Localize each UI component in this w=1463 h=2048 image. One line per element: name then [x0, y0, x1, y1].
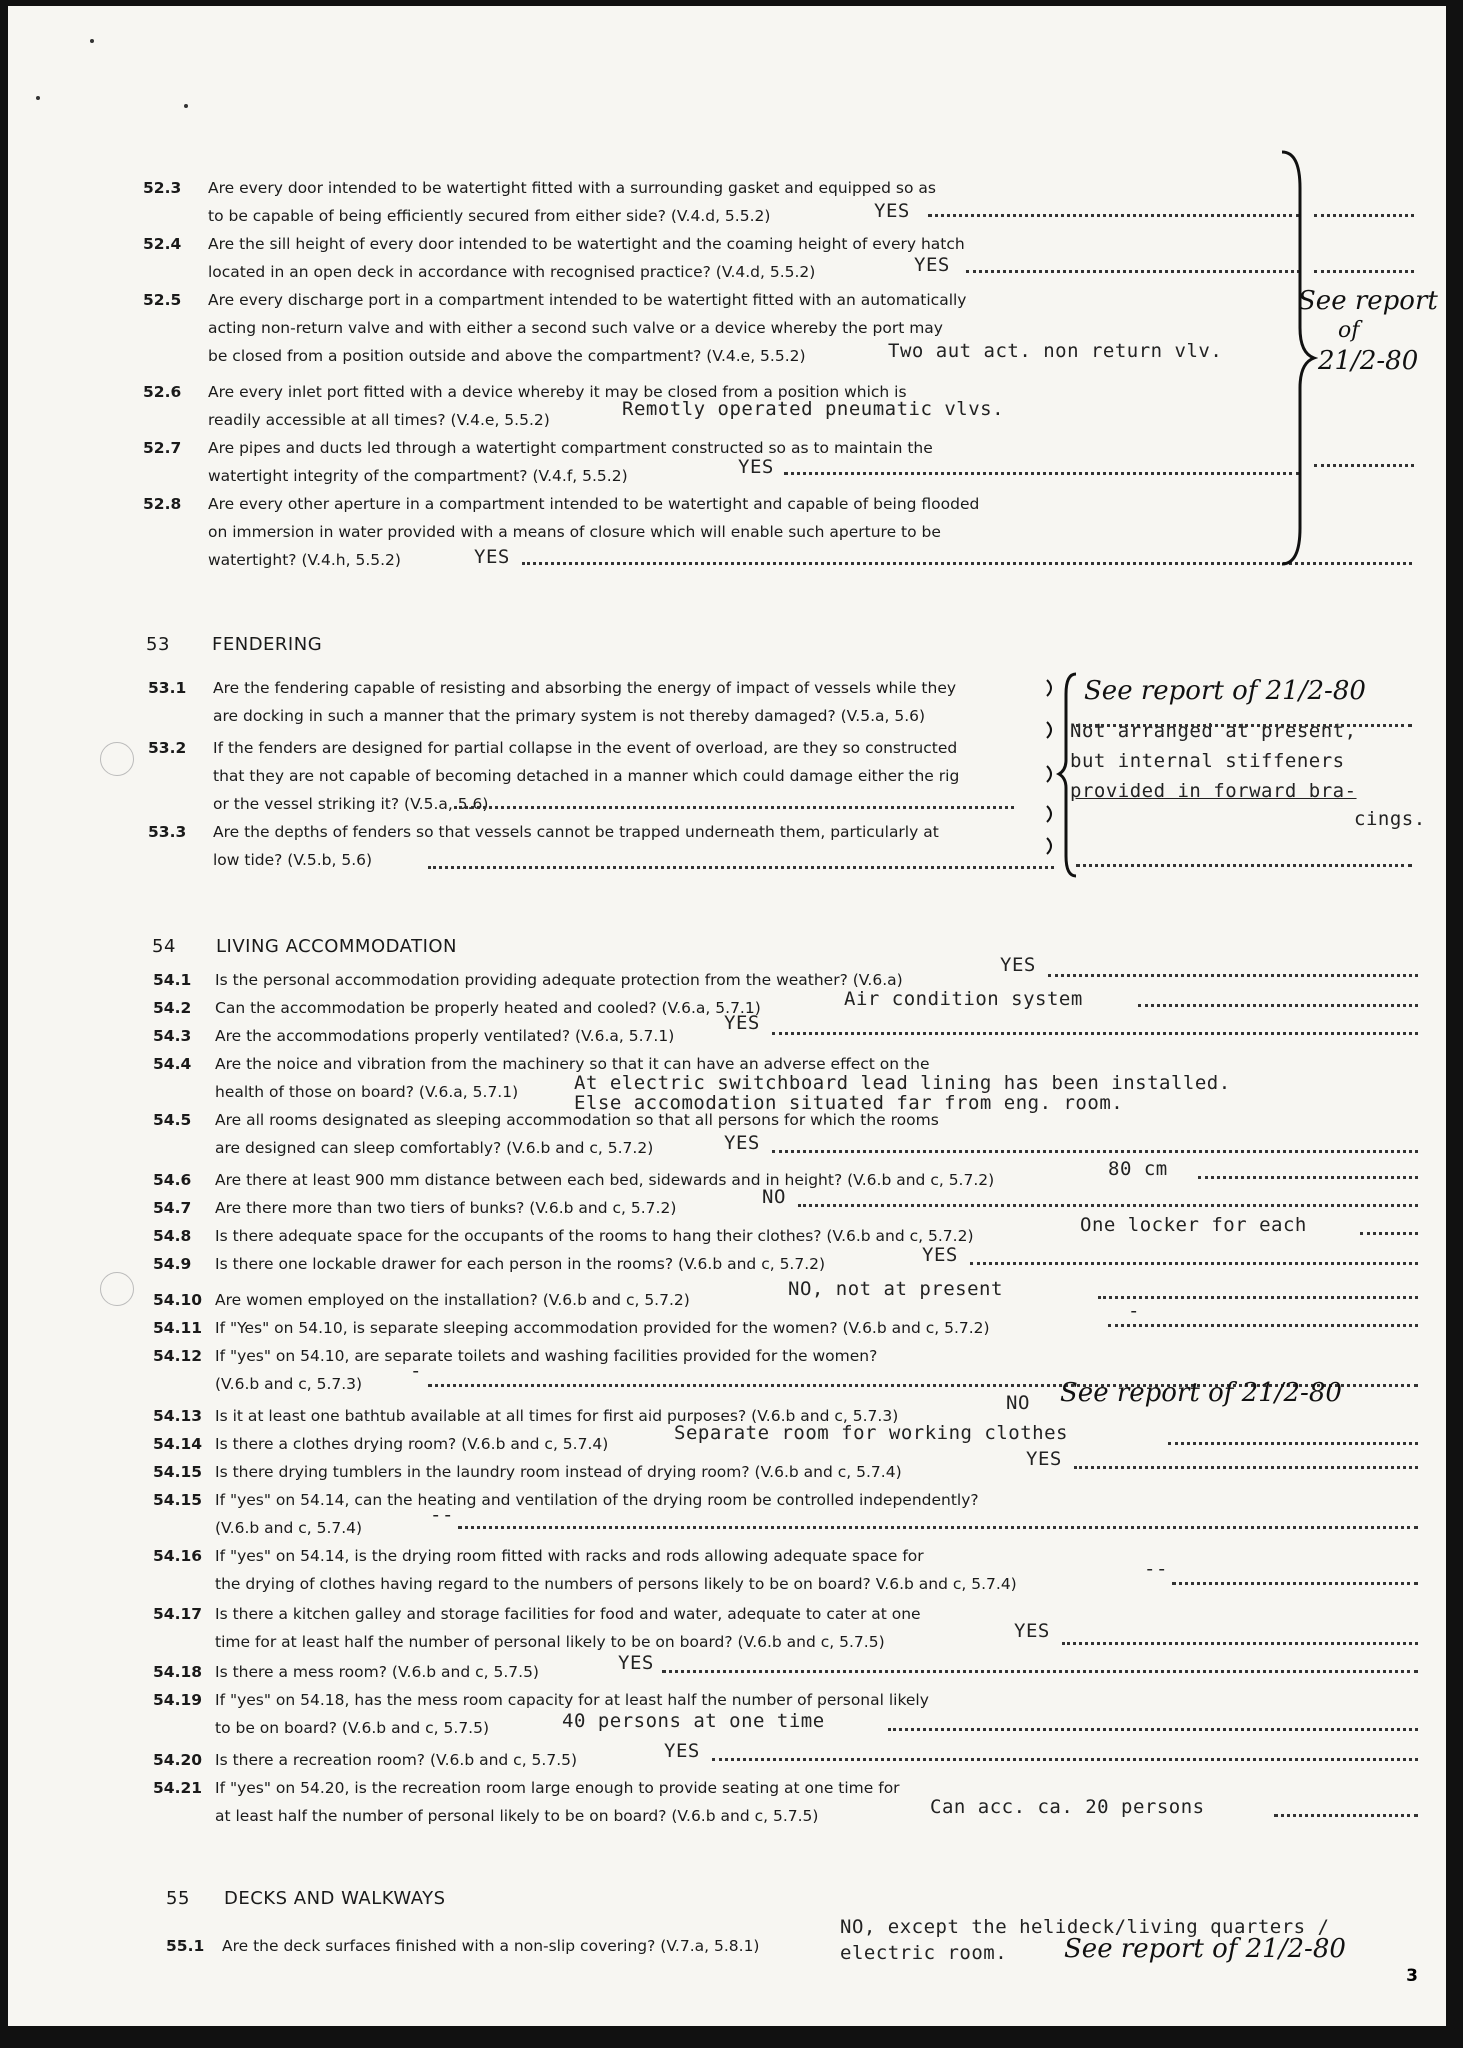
question-text: Is it at least one bathtub available at all times for first aid purposes? (V.6.b and c, 5.7.3): [215, 1407, 899, 1425]
answer-line: [1172, 1582, 1418, 1585]
fender-answer-line-1: Not arranged at present,: [1070, 720, 1357, 742]
question-text: to be capable of being efficiently secured from either side? (V.4.d, 5.5.2): [208, 207, 771, 225]
question-number: 54.1: [153, 971, 192, 989]
question-number: 54.9: [153, 1255, 192, 1273]
question-number: 53.2: [148, 739, 187, 757]
answer-54-7: NO: [762, 1186, 786, 1208]
question-text: If "yes" on 54.14, can the heating and ventilation of the drying room be controlled independently?: [215, 1491, 979, 1509]
question-text: on immersion in water provided with a means of closure which will enable such aperture to be: [208, 523, 941, 541]
question-text: readily accessible at all times? (V.4.e, 5.5.2): [208, 411, 550, 429]
see-report-note: See report of 21/2-80: [1084, 676, 1366, 706]
answer-54-1: YES: [1000, 954, 1036, 976]
question-number: 53.3: [148, 823, 187, 841]
answer-54-3: YES: [724, 1012, 760, 1034]
question-number: 52.3: [143, 179, 182, 197]
question-text: Are the depths of fenders so that vessels cannot be trapped underneath them, particularly at: [213, 823, 939, 841]
answer-54-8: One locker for each: [1080, 1214, 1307, 1236]
answer-52-8: YES: [474, 546, 510, 568]
question-text: Are every discharge port in a compartment intended to be watertight fitted with an automatically: [208, 291, 967, 309]
question-text: Can the accommodation be properly heated and cooled? (V.6.a, 5.7.1): [215, 999, 761, 1017]
question-number: 54.15: [153, 1463, 203, 1481]
section-title: LIVING ACCOMMODATION: [216, 936, 458, 957]
question-text: Are women employed on the installation? (V.6.b and c, 5.7.2): [215, 1291, 690, 1309]
answer-54-14: Separate room for working clothes: [674, 1422, 1068, 1444]
question-text: are docking in such a manner that the primary system is not thereby damaged? (V.5.a, 5.6): [213, 707, 926, 725]
question-number: 54.5: [153, 1111, 192, 1129]
answer-line: [888, 1728, 1418, 1731]
question-number: 54.21: [153, 1779, 203, 1797]
question-number: 54.16: [153, 1547, 203, 1565]
question-text: Is there drying tumblers in the laundry room instead of drying room? (V.6.b and c, 5.7.4): [215, 1463, 902, 1481]
section-heading-53: [146, 634, 323, 655]
question-text: Are the fendering capable of resisting and absorbing the energy of impact of vessels while they: [213, 679, 957, 697]
question-number: 55.1: [166, 1937, 205, 1955]
answer-line: [428, 866, 1054, 869]
question-text: watertight? (V.4.h, 5.5.2): [208, 551, 401, 569]
question-text: low tide? (V.5.b, 5.6): [213, 851, 373, 869]
answer-line: [1108, 1324, 1418, 1327]
question-number: 54.14: [153, 1435, 203, 1453]
question-number: 53.1: [148, 679, 187, 697]
page-number: 3: [1406, 1966, 1418, 1986]
section-title: FENDERING: [212, 634, 323, 655]
answer-line: [712, 1758, 1418, 1761]
answer-line: [1048, 974, 1418, 977]
question-text: time for at least half the number of personal likely to be on board? (V.6.b and c, 5.7.5): [215, 1633, 885, 1651]
question-text: Is there a kitchen galley and storage facilities for food and water, adequate to cater at one: [215, 1605, 921, 1623]
question-number: 54.11: [153, 1319, 203, 1337]
answer-line: [1098, 1296, 1418, 1299]
answer-55-1-cont: electric room.: [840, 1942, 1008, 1964]
answer-52-4: YES: [914, 254, 950, 276]
scan-speck: [90, 39, 94, 43]
question-text: If "yes" on 54.14, is the drying room fitted with racks and rods allowing adequate space for: [215, 1547, 924, 1565]
question-number: 54.10: [153, 1291, 203, 1309]
answer-54-11: -: [1128, 1300, 1140, 1322]
question-number: 54.17: [153, 1605, 203, 1623]
question-number: 54.8: [153, 1227, 192, 1245]
section-heading-55: [166, 1888, 446, 1909]
answer-54-10: NO, not at present: [788, 1278, 1003, 1300]
answer-54-9: YES: [922, 1244, 958, 1266]
section-heading-54: [152, 936, 458, 957]
question-number: 54.7: [153, 1199, 192, 1217]
answer-54-21: Can acc. ca. 20 persons: [930, 1796, 1205, 1818]
answer-line: [458, 1526, 1418, 1529]
question-number: 52.8: [143, 495, 182, 513]
question-text: acting non-return valve and with either a second such valve or a device whereby the port may: [208, 319, 943, 337]
answer-line: [454, 806, 1014, 809]
answer-54-2: Air condition system: [844, 988, 1083, 1010]
question-text: or the vessel striking it? (V.5.a, 5.6): [213, 795, 489, 813]
answer-line: [1138, 1004, 1418, 1007]
question-text: located in an open deck in accordance with recognised practice? (V.4.d, 5.5.2): [208, 263, 816, 281]
answer-line: [928, 214, 1300, 217]
answer-line: [1168, 1442, 1418, 1445]
punch-hole: [100, 742, 134, 776]
question-text: to be on board? (V.6.b and c, 5.7.5): [215, 1719, 490, 1737]
section-title: DECKS AND WALKWAYS: [224, 1888, 446, 1909]
question-number: 54.19: [153, 1691, 203, 1709]
question-text: Are every door intended to be watertight fitted with a surrounding gasket and equipped so as: [208, 179, 936, 197]
question-text: Is there a clothes drying room? (V.6.b and c, 5.7.4): [215, 1435, 609, 1453]
question-text: Are the deck surfaces finished with a non-slip covering? (V.7.a, 5.8.1): [222, 1937, 760, 1955]
question-text: at least half the number of personal likely to be on board? (V.6.b and c, 5.7.5): [215, 1807, 819, 1825]
answer-54-15-tumblers: YES: [1026, 1448, 1062, 1470]
question-text: If "yes" on 54.10, are separate toilets and washing facilities provided for the women?: [215, 1347, 878, 1365]
answer-line: [1198, 1176, 1418, 1179]
question-text: watertight integrity of the compartment? (V.4.f, 5.5.2): [208, 467, 628, 485]
see-report-note: See report of 21/2-80: [1060, 1378, 1342, 1408]
question-number: 54.2: [153, 999, 192, 1017]
answer-54-18: YES: [618, 1652, 654, 1674]
answer-line: [662, 1670, 1418, 1673]
question-text: Are the accommodations properly ventilated? (V.6.a, 5.7.1): [215, 1027, 675, 1045]
answer-54-12: -: [410, 1360, 422, 1382]
question-number: 54.6: [153, 1171, 192, 1189]
question-text: Is there one lockable drawer for each person in the rooms? (V.6.b and c, 5.7.2): [215, 1255, 826, 1273]
answer-54-4: At electric switchboard lead lining has been installed.: [574, 1072, 1231, 1094]
answer-line: [784, 472, 1300, 475]
question-text: Is there a mess room? (V.6.b and c, 5.7.5): [215, 1663, 539, 1681]
question-text: are designed can sleep comfortably? (V.6.b and c, 5.7.2): [215, 1139, 654, 1157]
question-text: be closed from a position outside and above the compartment? (V.4.e, 5.5.2): [208, 347, 806, 365]
answer-line: [970, 1262, 1418, 1265]
answer-line: [772, 1150, 1418, 1153]
answer-line: [1076, 864, 1412, 867]
answer-52-5: Two aut act. non return vlv.: [888, 340, 1223, 362]
question-number: 52.4: [143, 235, 182, 253]
question-text: Are every inlet port fitted with a device whereby it may be closed from a position which is: [208, 383, 907, 401]
answer-line: [966, 270, 1300, 273]
fender-answer-line-4: cings.: [1354, 808, 1426, 830]
see-report-note: See report: [1298, 286, 1438, 316]
answer-line: [772, 1032, 1418, 1035]
answer-line: [1074, 1466, 1418, 1469]
question-text: If "Yes" on 54.10, is separate sleeping accommodation provided for the women? (V.6.b and c, 5.7.2): [215, 1319, 990, 1337]
see-report-note-date: 21/2-80: [1318, 346, 1419, 376]
see-report-note: See report of 21/2-80: [1064, 1934, 1346, 1964]
section-number: 55: [166, 1888, 190, 1909]
answer-54-20: YES: [664, 1740, 700, 1762]
question-text: (V.6.b and c, 5.7.3): [215, 1375, 363, 1393]
answer-54-16: --: [1144, 1558, 1168, 1580]
question-text: Are the noice and vibration from the machinery so that it can have an adverse effect on the: [215, 1055, 930, 1073]
section-number: 53: [146, 634, 170, 655]
answer-54-6: 80 cm: [1108, 1158, 1168, 1180]
answer-55-1: NO, except the helideck/living quarters /: [840, 1916, 1330, 1938]
question-number: 54.4: [153, 1055, 192, 1073]
fender-answer-line-2: but internal stiffeners: [1070, 750, 1345, 772]
answer-54-19: 40 persons at one time: [562, 1710, 825, 1732]
curly-brace: [1278, 148, 1318, 568]
scan-speck: [36, 96, 40, 100]
curly-brace: [1056, 670, 1082, 880]
question-text: Are every other aperture in a compartment intended to be watertight and capable of being flooded: [208, 495, 980, 513]
question-number: 52.6: [143, 383, 182, 401]
answer-54-5: YES: [724, 1132, 760, 1154]
question-number: 52.5: [143, 291, 182, 309]
question-text: Is there adequate space for the occupants of the rooms to hang their clothes? (V.6.b and c, 5.7.2): [215, 1227, 974, 1245]
question-text: Are there at least 900 mm distance between each bed, sidewards and in height? (V.6.b and c, 5.7.2): [215, 1171, 995, 1189]
question-text: Are pipes and ducts led through a watertight compartment constructed so as to maintain the: [208, 439, 933, 457]
answer-54-13: NO: [1006, 1392, 1030, 1414]
question-number: 54.12: [153, 1347, 203, 1365]
see-report-note-of: of: [1338, 318, 1360, 343]
answer-line: [1062, 1642, 1418, 1645]
question-number: 54.3: [153, 1027, 192, 1045]
question-text: Are all rooms designated as sleeping accommodation so that all persons for which the rooms: [215, 1111, 939, 1129]
answer-54-17: YES: [1014, 1620, 1050, 1642]
answer-line: [1314, 214, 1414, 217]
answer-54-4-cont: Else accomodation situated far from eng. room.: [574, 1092, 1124, 1114]
question-text: health of those on board? (V.6.a, 5.7.1): [215, 1083, 519, 1101]
question-text: If the fenders are designed for partial collapse in the event of overload, are they so constructed: [213, 739, 958, 757]
question-text: Are the sill height of every door intended to be watertight and the coaming height of every hatch: [208, 235, 965, 253]
question-text: Is there a recreation room? (V.6.b and c, 5.7.5): [215, 1751, 578, 1769]
question-text: (V.6.b and c, 5.7.4): [215, 1519, 363, 1537]
question-number: 54.20: [153, 1751, 203, 1769]
document-page: [8, 6, 1446, 2026]
answer-line: [798, 1204, 1418, 1207]
answer-line: [1076, 724, 1412, 727]
question-text: If "yes" on 54.18, has the mess room capacity for at least half the number of personal likely: [215, 1691, 929, 1709]
answer-52-3: YES: [874, 200, 910, 222]
question-text: If "yes" on 54.20, is the recreation room large enough to provide seating at one time for: [215, 1779, 900, 1797]
answer-54-15-heating: --: [430, 1504, 454, 1526]
question-text: Are there more than two tiers of bunks? (V.6.b and c, 5.7.2): [215, 1199, 677, 1217]
question-text: the drying of clothes having regard to the numbers of persons likely to be on board? V.6.b and c, 5.7.4): [215, 1575, 1017, 1593]
question-text: that they are not capable of becoming detached in a manner which could damage either the rig: [213, 767, 960, 785]
section-number: 54: [152, 936, 176, 957]
question-text: Is the personal accommodation providing adequate protection from the weather? (V.6.a): [215, 971, 903, 989]
answer-line: [1360, 1232, 1418, 1235]
punch-hole: [100, 1272, 134, 1306]
question-number: 54.18: [153, 1663, 203, 1681]
answer-line: [1314, 270, 1414, 273]
answer-52-6: Remotly operated pneumatic vlvs.: [622, 398, 1005, 420]
question-number: 54.13: [153, 1407, 203, 1425]
fender-answer-line-3: provided in forward bra-: [1070, 780, 1357, 802]
answer-line: [1314, 464, 1414, 467]
answer-line: [1274, 1814, 1418, 1817]
answer-52-7: YES: [738, 456, 774, 478]
scan-speck: [184, 104, 188, 108]
question-number: 52.7: [143, 439, 182, 457]
question-number: 54.15: [153, 1491, 203, 1509]
